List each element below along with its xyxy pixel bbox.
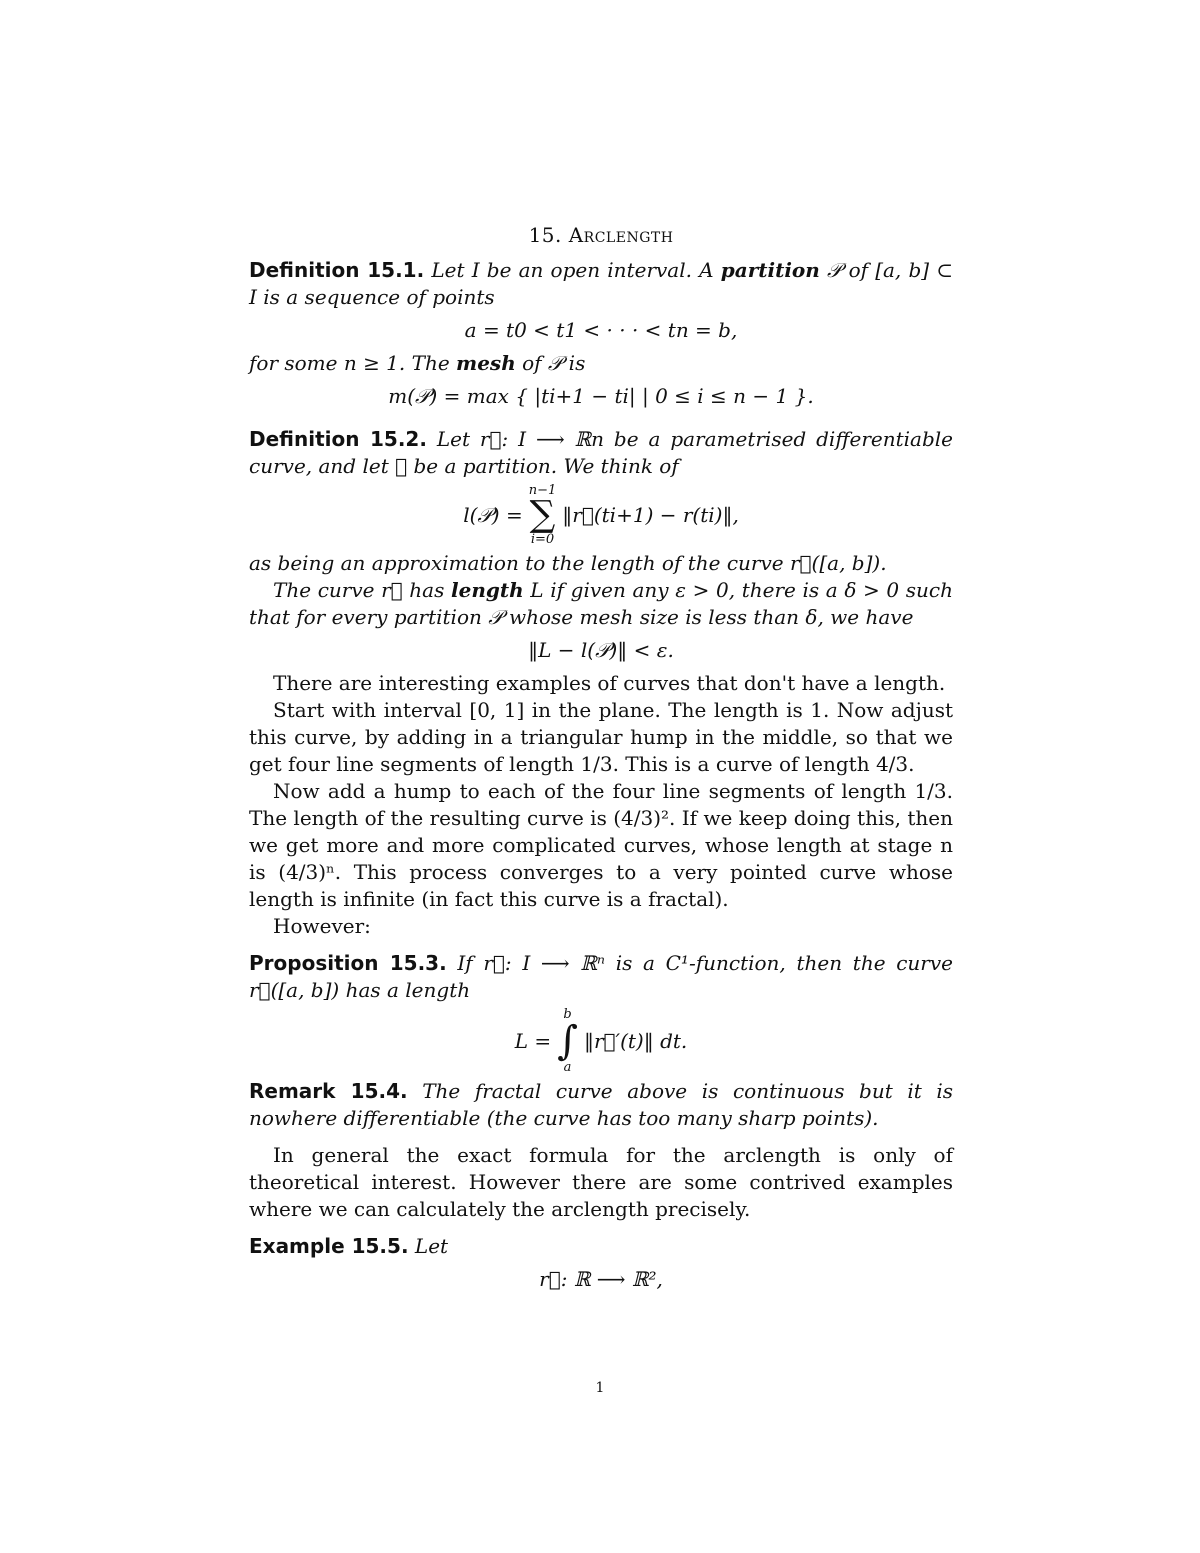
integral-lower-limit: a — [563, 1060, 572, 1075]
definition-15-1 — [249, 257, 953, 311]
section-title — [249, 222, 953, 249]
remark-label: Remark 15.4. — [249, 1079, 408, 1103]
example-text: Let — [414, 1234, 449, 1258]
integral-upper-limit: b — [563, 1007, 572, 1022]
term-length: length — [451, 578, 524, 602]
sum-lower-limit: i=0 — [530, 532, 555, 547]
term-partition: partition — [720, 258, 820, 282]
paragraph: There are interesting examples of curves that don't have a length. — [273, 671, 946, 695]
definition-text: Let r⃗: I ⟶ ℝn be a parametrised differentiable curve, and let 𝒫 be a partition. We think of — [249, 427, 954, 478]
definition-label: Definition 15.1. — [249, 258, 425, 282]
definition-text: of 𝒫 is — [522, 351, 586, 375]
section-number: 15. — [528, 223, 562, 247]
definition-15-2-length — [249, 577, 953, 631]
section-name: Arclength — [568, 223, 674, 247]
integral-left: L = — [514, 1028, 552, 1053]
example-label: Example 15.5. — [249, 1234, 409, 1258]
definition-text: Let I be an open interval. A — [431, 258, 714, 282]
proposition-15-3 — [249, 950, 953, 1004]
integral-symbol: b ∫ a — [557, 1007, 578, 1075]
definition-text: The curve r⃗ has — [273, 578, 445, 602]
sum-left: l(𝒫) = — [463, 502, 523, 527]
proposition-text: If r⃗: I ⟶ ℝⁿ is a C¹-function, then the curve r⃗([a, b]) has a length — [249, 951, 953, 1002]
sum-right: ‖r⃗(ti+1) − r(ti)‖, — [562, 502, 739, 527]
page-content — [249, 222, 953, 1299]
remark-15-4 — [249, 1078, 953, 1132]
paragraph: Now add a hump to each of the four line segments of length 1/3. The length of the resulting curve is (4/3)². If we keep doing this, then we get more and more complicated curves, whose length at stage n is (4/3)ⁿ. This process converges to a very pointed curve whose length is infinite (in fact this curve is a fractal). — [249, 779, 953, 911]
paragraph: However: — [273, 914, 371, 938]
equation-sum — [249, 484, 953, 546]
page-number: 1 — [595, 1380, 605, 1396]
definition-text: L if given any ε > 0, there is a δ > 0 such that for every partition 𝒫 whose mesh size is less than δ, we have — [249, 578, 953, 629]
equation-integral — [249, 1008, 953, 1074]
term-mesh: mesh — [456, 351, 516, 375]
definition-text: for some n ≥ 1. The — [249, 351, 450, 375]
equation-example: r⃗: ℝ ⟶ ℝ², — [539, 1267, 663, 1291]
paragraph: Start with interval [0, 1] in the plane. The length is 1. Now adjust this curve, by adding in a triangular hump in the middle, so that we get four line segments of length 1/3. This is a curve of length 4/3. — [249, 698, 953, 776]
example-15-5 — [249, 1233, 953, 1260]
paragraph: In general the exact formula for the arclength is only of theoretical interest. However there are some contrived examples where we can calculately the arclength precisely. — [249, 1143, 953, 1221]
definition-label: Definition 15.2. — [249, 427, 427, 451]
remark-text: The fractal curve above is continuous but it is nowhere differentiable (the curve has too many sharp points). — [249, 1079, 954, 1130]
equation-mesh: m(𝒫) = max { |ti+1 − ti| | 0 ≤ i ≤ n − 1 }. — [388, 384, 814, 408]
sum-upper-limit: n−1 — [528, 483, 557, 498]
proposition-label: Proposition 15.3. — [249, 951, 447, 975]
sigma-symbol: n−1 ∑ i=0 — [528, 483, 557, 547]
definition-15-2 — [249, 426, 953, 480]
integral-right: ‖r⃗′(t)‖ dt. — [583, 1028, 688, 1053]
definition-15-2-cont: as being an approximation to the length of the curve r⃗([a, b]). — [249, 551, 887, 575]
equation-partition: a = t0 < t1 < · · · < tn = b, — [464, 318, 738, 342]
definition-15-1-cont — [249, 350, 953, 377]
definition-text: 𝒫 of [a, b] ⊂ I is a sequence of points — [249, 258, 953, 309]
equation-limit: ‖L − l(𝒫)‖ < ε. — [528, 638, 674, 662]
